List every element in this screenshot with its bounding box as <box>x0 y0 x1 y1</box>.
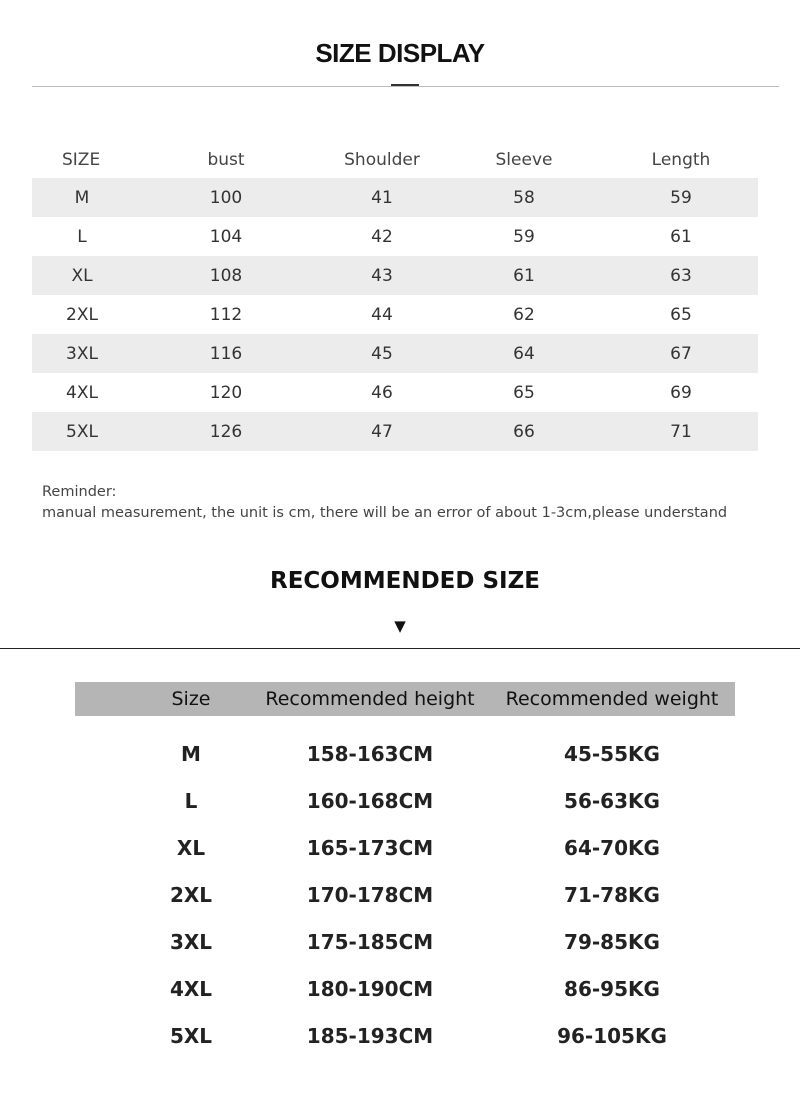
table-row <box>75 716 735 777</box>
table-row <box>32 412 758 451</box>
table-row <box>32 256 758 295</box>
table-cell: XL <box>32 256 132 295</box>
table-cell: 5XL <box>169 1023 213 1048</box>
table-cell: 170-178CM <box>306 882 434 907</box>
table-cell: M <box>32 178 132 217</box>
table-cell: 158-163CM <box>306 741 434 766</box>
table-cell: 112 <box>209 304 243 325</box>
recommended-size-title: RECOMMENDED SIZE <box>269 568 540 594</box>
table-cell: 67 <box>604 334 758 373</box>
column-header-bust: bust <box>207 150 245 170</box>
table-cell: 2XL <box>169 882 213 907</box>
table-cell: 41 <box>320 178 444 217</box>
table-cell: 120 <box>209 382 243 403</box>
recommended-size-table <box>75 682 735 1059</box>
table-cell: M <box>181 741 201 766</box>
table-row <box>32 334 758 373</box>
table-cell: 64-70KG <box>564 835 660 860</box>
reminder-note <box>42 482 782 524</box>
table-cell: 45-55KG <box>564 741 660 766</box>
table-cell: XL <box>176 835 206 860</box>
table-cell: 4XL <box>169 976 213 1001</box>
table-row <box>32 373 758 412</box>
column-header-sleeve: Sleeve <box>495 150 553 170</box>
table-cell: 47 <box>320 412 444 451</box>
table-cell: 61 <box>670 226 692 247</box>
table-cell: 56-63KG <box>564 788 660 813</box>
table-cell: 45 <box>320 334 444 373</box>
table-cell: 175-185CM <box>306 929 434 954</box>
table-cell: 44 <box>371 304 393 325</box>
size-display-title: SIZE DISPLAY <box>315 38 485 68</box>
table-row <box>32 217 758 256</box>
table-row <box>75 777 735 824</box>
table-cell: 58 <box>444 178 604 217</box>
table-cell: 116 <box>132 334 320 373</box>
table-cell: 43 <box>320 256 444 295</box>
column-header-size: Size <box>75 682 251 716</box>
table-row <box>75 1012 735 1059</box>
table-row <box>32 295 758 334</box>
table-cell: 100 <box>132 178 320 217</box>
table-header-row <box>32 142 758 178</box>
table-cell: 42 <box>371 226 393 247</box>
table-cell: 4XL <box>66 382 98 403</box>
table-cell: 2XL <box>66 304 98 325</box>
table-cell: 96-105KG <box>557 1023 667 1048</box>
table-cell: 66 <box>444 412 604 451</box>
table-row <box>75 871 735 918</box>
table-cell: L <box>77 226 87 247</box>
column-header-height: Recommended height <box>251 682 489 716</box>
title-divider <box>32 86 779 87</box>
table-cell: 71-78KG <box>564 882 660 907</box>
table-cell: 64 <box>444 334 604 373</box>
table-cell: 185-193CM <box>306 1023 434 1048</box>
title-divider-accent <box>391 84 419 86</box>
table-cell: 65 <box>513 382 535 403</box>
section-divider <box>0 648 800 649</box>
table-row <box>32 178 758 217</box>
table-cell: 165-173CM <box>306 835 434 860</box>
table-cell: 63 <box>604 256 758 295</box>
table-cell: 71 <box>604 412 758 451</box>
down-arrow-icon: ▼ <box>394 617 406 635</box>
table-cell: 69 <box>670 382 692 403</box>
table-cell: 65 <box>670 304 692 325</box>
table-cell: 62 <box>513 304 535 325</box>
table-cell: 108 <box>132 256 320 295</box>
table-cell: 46 <box>371 382 393 403</box>
table-cell: 5XL <box>32 412 132 451</box>
size-display-table <box>32 142 758 451</box>
column-header-size: SIZE <box>62 150 101 170</box>
column-header-weight: Recommended weight <box>489 682 735 716</box>
table-header-row <box>75 682 735 716</box>
table-row <box>75 824 735 871</box>
table-cell: 59 <box>604 178 758 217</box>
table-cell: 86-95KG <box>564 976 660 1001</box>
table-cell: 160-168CM <box>306 788 434 813</box>
table-row <box>75 965 735 1012</box>
column-header-shoulder: Shoulder <box>344 150 420 170</box>
column-header-length: Length <box>651 150 711 170</box>
table-cell: L <box>184 788 198 813</box>
table-cell: 126 <box>132 412 320 451</box>
table-cell: 104 <box>209 226 243 247</box>
table-cell: 180-190CM <box>306 976 434 1001</box>
table-cell: 3XL <box>32 334 132 373</box>
table-cell: 3XL <box>169 929 213 954</box>
reminder-label: Reminder: <box>42 484 117 500</box>
table-cell: 61 <box>444 256 604 295</box>
table-cell: 59 <box>513 226 535 247</box>
table-cell: 79-85KG <box>564 929 660 954</box>
reminder-text: manual measurement, the unit is cm, there will be an error of about 1-3cm,please understand <box>42 505 728 521</box>
table-row <box>75 918 735 965</box>
